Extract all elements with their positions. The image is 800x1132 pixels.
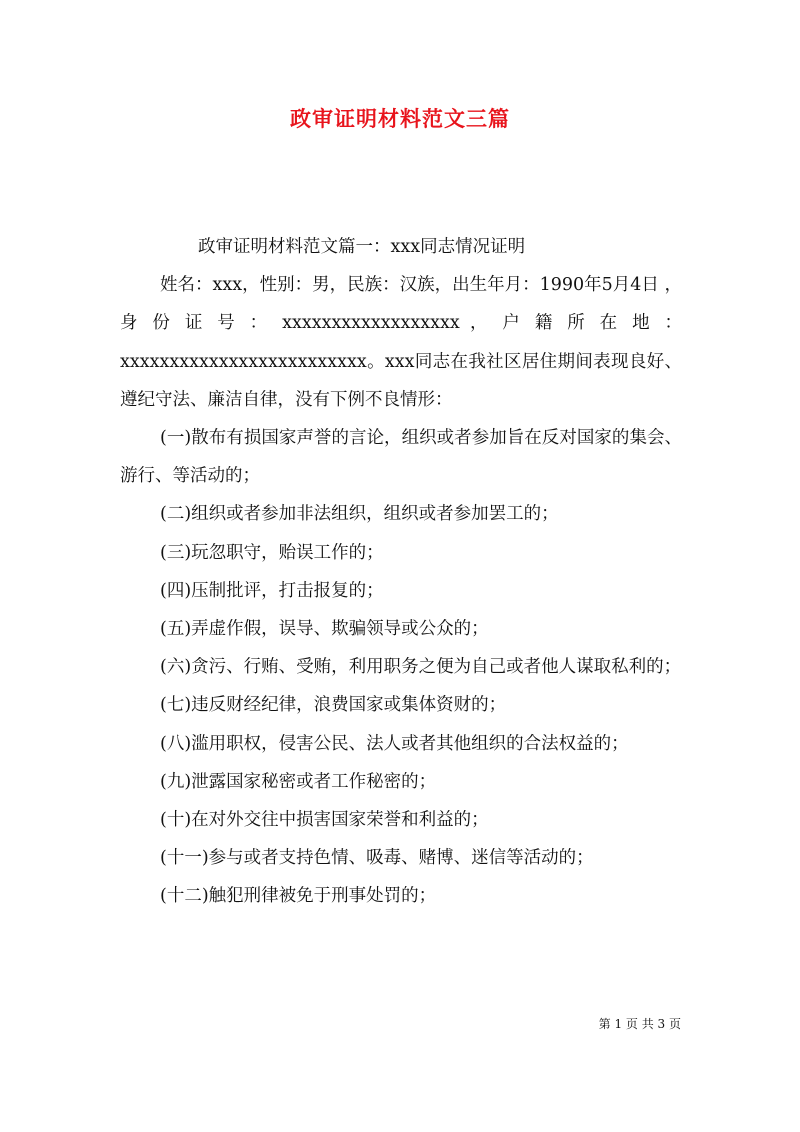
list-item: (六)贪污、行贿、受贿，利用职务之便为自己或者他人谋取私利的； [160, 657, 682, 678]
section-heading: 政审证明材料范文篇一：xxx同志情况证明 [198, 237, 526, 257]
list-item: (二)组织或者参加非法组织，组织或者参加罢工的； [160, 504, 559, 525]
list-item: (八)滥用职权，侵害公民、法人或者其他组织的合法权益的； [160, 733, 629, 754]
document-title: 政审证明材料范文三篇 [290, 106, 510, 131]
page-number-footer: 第 1 页 共 3 页 [598, 1017, 681, 1031]
list-item: (一)散布有损国家声誉的言论，组织或者参加旨在反对国家的集会、游行、等活动的； [120, 428, 682, 487]
list-item: (十一)参与或者支持色情、吸毒、赌博、迷信等活动的； [160, 848, 594, 869]
list-item: (七)违反财经纪律，浪费国家或集体资财的； [160, 695, 507, 716]
list-item: (十二)触犯刑律被免于刑事处罚的； [160, 886, 437, 907]
list-item: (十)在对外交往中损害国家荣誉和利益的； [160, 810, 489, 831]
list-item: (三)玩忽职守，贻误工作的； [160, 542, 384, 563]
document-body [120, 228, 682, 916]
list-item: (五)弄虚作假，误导、欺骗领导或公众的； [160, 619, 489, 640]
personal-info-paragraph: 姓名：xxx，性别：男，民族：汉族，出生年月：1990年5月4日 ， 身 份 证 号 ： xxxxxxxxxxxxxxxxxx ， 户 籍 所 在 地 ： xxxxxxxxxxxxxxxxxxxxxxxxx。xxx同志在我社区居住期间表现良好、遵纪守法、廉洁自律，没有下例不良情形： [120, 275, 682, 410]
list-item: (四)压制批评，打击报复的； [160, 580, 384, 601]
list-item: (九)泄露国家秘密或者工作秘密的； [160, 771, 437, 792]
